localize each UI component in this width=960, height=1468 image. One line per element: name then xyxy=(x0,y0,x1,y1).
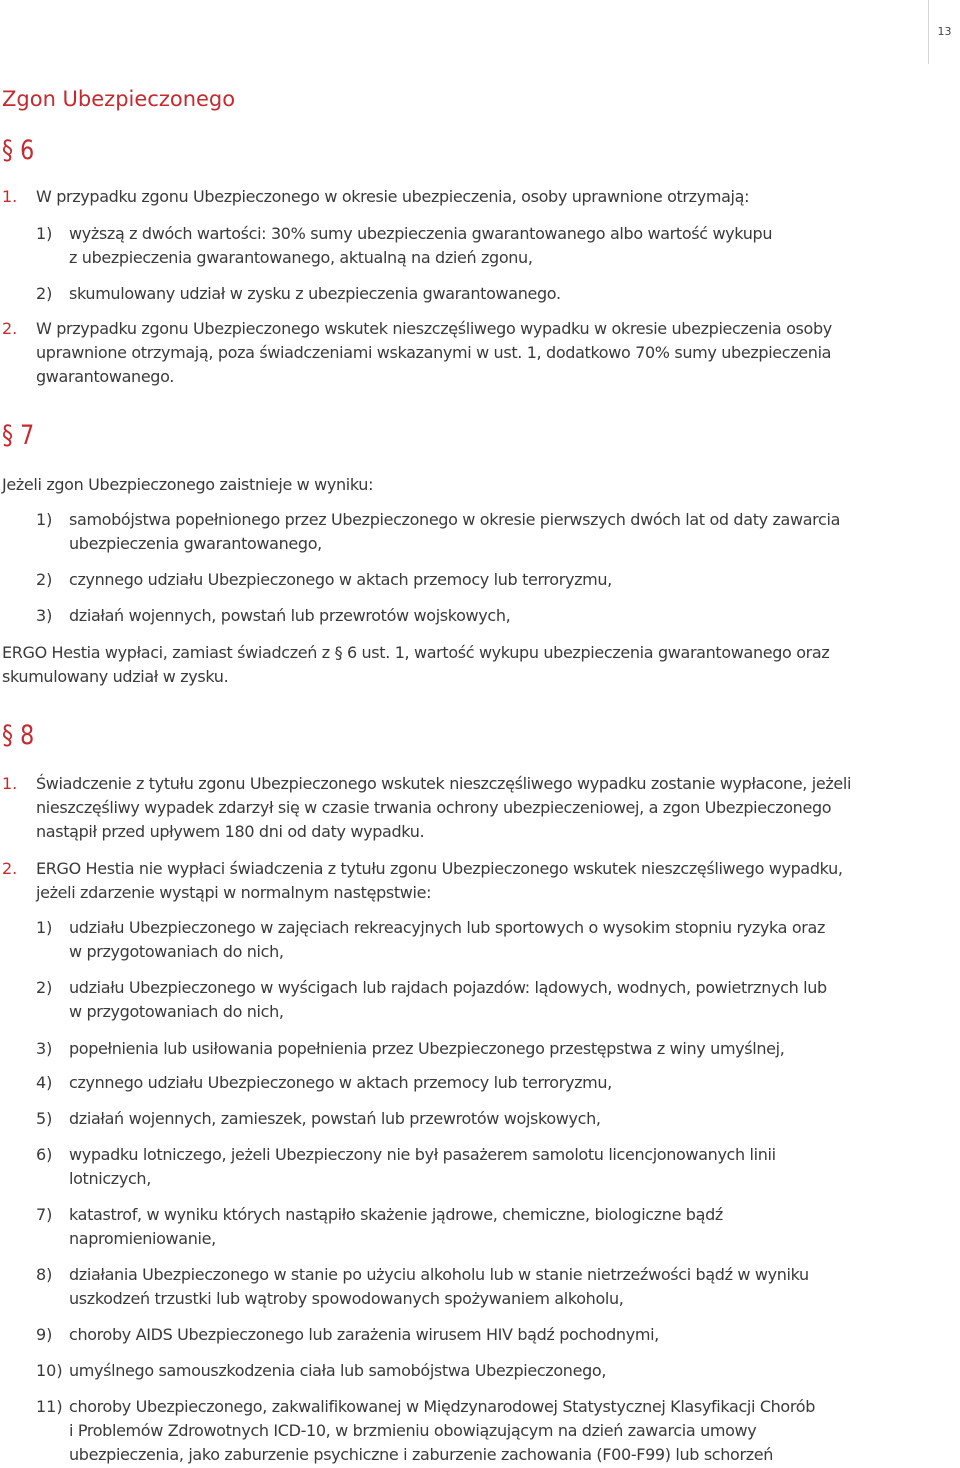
s6-item-1-number: 1) xyxy=(36,224,53,243)
s8-item-2-line-1: udziału Ubezpieczonego w wyścigach lub rajdach pojazdów: lądowych, wodnych, powietrznych lub xyxy=(69,978,827,997)
s8-item-1-number: 1) xyxy=(36,918,53,937)
s7-intro: Jeżeli zgon Ubezpieczonego zaistnieje w wyniku: xyxy=(2,475,374,494)
s8-item-9-line-1: choroby AIDS Ubezpieczonego lub zarażenia wirusem HIV bądź pochodnymi, xyxy=(69,1325,659,1344)
s8-paragraph-2-line-2: jeżeli zdarzenie wystąpi w normalnym następstwie: xyxy=(36,883,432,902)
s6-paragraph-1-number: 1. xyxy=(2,187,18,206)
s8-item-11-number: 11) xyxy=(36,1397,63,1416)
s8-item-2-number: 2) xyxy=(36,978,53,997)
s8-item-5-number: 5) xyxy=(36,1109,53,1128)
s8-item-8-line-2: uszkodzeń trzustki lub wątroby spowodowanych spożywaniem alkoholu, xyxy=(69,1289,624,1308)
s8-item-7-line-1: katastrof, w wyniku których nastąpiło skażenie jądrowe, chemiczne, biologiczne bądź xyxy=(69,1205,723,1224)
s8-item-4-number: 4) xyxy=(36,1073,53,1092)
s7-item-1-line-1: samobójstwa popełnionego przez Ubezpieczonego w okresie pierwszych dwóch lat od daty zawarcia xyxy=(69,510,841,529)
s8-item-2-line-2: w przygotowaniach do nich, xyxy=(69,1002,284,1021)
s8-item-10-line-1: umyślnego samouszkodzenia ciała lub samobójstwa Ubezpieczonego, xyxy=(69,1361,607,1380)
s6-paragraph-2-number: 2. xyxy=(2,319,18,338)
s6-item-1-line-2: z ubezpieczenia gwarantowanego, aktualną na dzień zgonu, xyxy=(69,248,533,267)
section-6-mark: § 6 xyxy=(2,135,35,166)
s8-item-3-number: 3) xyxy=(36,1039,53,1058)
s8-paragraph-2-number: 2. xyxy=(2,859,18,878)
s8-paragraph-1-number: 1. xyxy=(2,774,18,793)
s7-item-1-line-2: ubezpieczenia gwarantowanego, xyxy=(69,534,322,553)
page-title: Zgon Ubezpieczonego xyxy=(2,87,236,111)
s8-item-6-number: 6) xyxy=(36,1145,53,1164)
s6-paragraph-2-line-2: uprawnione otrzymają, poza świadczeniami wskazanymi w ust. 1, dodatkowo 70% sumy ubezpieczenia xyxy=(36,343,832,362)
s7-item-2-number: 2) xyxy=(36,570,53,589)
s8-item-7-line-2: napromieniowanie, xyxy=(69,1229,216,1248)
s7-outro-line-1: ERGO Hestia wypłaci, zamiast świadczeń z § 6 ust. 1, wartość wykupu ubezpieczenia gwarantowanego oraz xyxy=(2,643,830,662)
s6-item-2-number: 2) xyxy=(36,284,53,303)
s8-item-8-number: 8) xyxy=(36,1265,53,1284)
s8-item-1-line-1: udziału Ubezpieczonego w zajęciach rekreacyjnych lub sportowych o wysokim stopniu ryzyka oraz xyxy=(69,918,826,937)
page-number-box xyxy=(928,0,960,64)
s6-item-2-text: skumulowany udział w zysku z ubezpieczenia gwarantowanego. xyxy=(69,284,561,303)
s6-paragraph-1-text: W przypadku zgonu Ubezpieczonego w okresie ubezpieczenia, osoby uprawnione otrzymają: xyxy=(36,187,750,206)
s8-item-11-line-1: choroby Ubezpieczonego, zakwalifikowanej w Międzynarodowej Statystycznej Klasyfikacji Chorób xyxy=(69,1397,815,1416)
s8-item-8-line-1: działania Ubezpieczonego w stanie po użyciu alkoholu lub w stanie nietrzeźwości bądź w wyniku xyxy=(69,1265,809,1284)
s7-item-1-number: 1) xyxy=(36,510,53,529)
s7-item-2-text: czynnego udziału Ubezpieczonego w aktach przemocy lub terroryzmu, xyxy=(69,570,612,589)
s6-item-1-line-1: wyższą z dwóch wartości: 30% sumy ubezpieczenia gwarantowanego albo wartość wykupu xyxy=(69,224,773,243)
s8-item-4-line-1: czynnego udziału Ubezpieczonego w aktach przemocy lub terroryzmu, xyxy=(69,1073,612,1092)
s8-item-7-number: 7) xyxy=(36,1205,53,1224)
s8-item-5-line-1: działań wojennych, zamieszek, powstań lub przewrotów wojskowych, xyxy=(69,1109,601,1128)
s8-paragraph-1-line-2: nieszczęśliwy wypadek zdarzył się w czasie trwania ochrony ubezpieczeniowej, a zgon Ubezpieczonego xyxy=(36,798,832,817)
s8-item-11-line-3: ubezpieczenia, jako zaburzenie psychiczne i zaburzenie zachowania (F00-F99) lub schorzeń xyxy=(69,1445,774,1464)
s7-outro-line-2: skumulowany udział w zysku. xyxy=(2,667,229,686)
s8-item-3-line-1: popełnienia lub usiłowania popełnienia przez Ubezpieczonego przestępstwa z winy umyślnej, xyxy=(69,1039,785,1058)
s8-paragraph-2-line-1: ERGO Hestia nie wypłaci świadczenia z tytułu zgonu Ubezpieczonego wskutek nieszczęśliwego wypadku, xyxy=(36,859,843,878)
s8-item-6-line-1: wypadku lotniczego, jeżeli Ubezpieczony nie był pasażerem samolotu licencjonowanych linii xyxy=(69,1145,776,1164)
s7-item-3-number: 3) xyxy=(36,606,53,625)
s8-item-6-line-2: lotniczych, xyxy=(69,1169,151,1188)
s8-paragraph-1-line-3: nastąpił przed upływem 180 dni od daty wypadku. xyxy=(36,822,425,841)
s8-item-10-number: 10) xyxy=(36,1361,63,1380)
s6-paragraph-2-line-3: gwarantowanego. xyxy=(36,367,175,386)
section-7-mark: § 7 xyxy=(2,420,35,451)
section-8-mark: § 8 xyxy=(2,720,35,751)
s8-paragraph-1-line-1: Świadczenie z tytułu zgonu Ubezpieczonego wskutek nieszczęśliwego wypadku zostanie wypłacone, jeżeli xyxy=(36,774,852,793)
page-number: 13 xyxy=(937,25,952,38)
s8-item-11-line-2: i Problemów Zdrowotnych ICD-10, w brzmieniu obowiązującym na dzień zawarcia umowy xyxy=(69,1421,757,1440)
s8-item-1-line-2: w przygotowaniach do nich, xyxy=(69,942,284,961)
s8-item-9-number: 9) xyxy=(36,1325,53,1344)
s7-item-3-text: działań wojennych, powstań lub przewrotów wojskowych, xyxy=(69,606,511,625)
s6-paragraph-2-line-1: W przypadku zgonu Ubezpieczonego wskutek nieszczęśliwego wypadku w okresie ubezpieczenia osoby xyxy=(36,319,832,338)
